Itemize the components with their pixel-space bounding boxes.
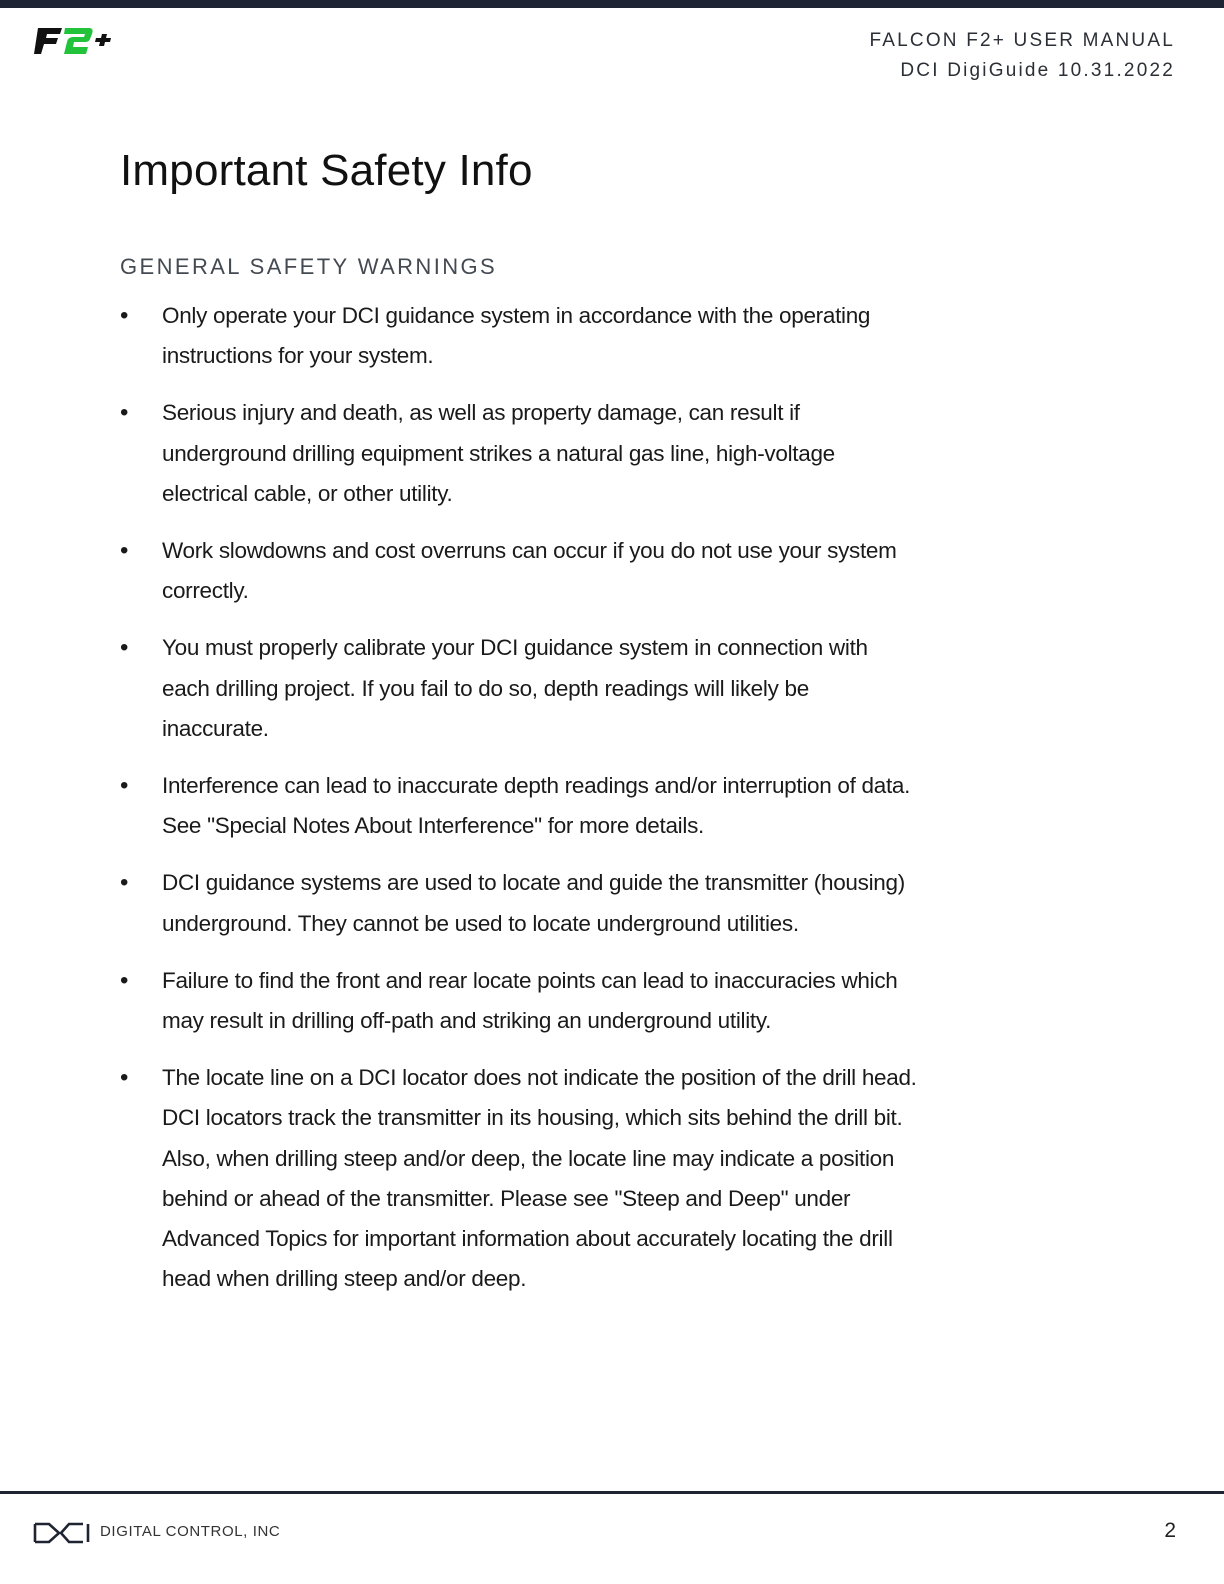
safety-warnings-list (120, 296, 920, 1316)
bullet-icon: • (120, 966, 129, 994)
warning-text: You must properly calibrate your DCI guidance system in connection with each drilling project. If you fail to do so, depth readings will likely be inaccurate. (162, 635, 868, 741)
footer-rule (0, 1491, 1224, 1494)
list-item (120, 296, 920, 376)
warning-text: Interference can lead to inaccurate depth readings and/or interruption of data. See "Special Notes About Interference" for more details. (162, 773, 911, 839)
guide-version: DCI DigiGuide 10.31.2022 (900, 60, 1175, 81)
section-heading: GENERAL SAFETY WARNINGS (120, 254, 498, 279)
bullet-icon: • (120, 537, 129, 565)
bullet-icon: • (120, 869, 129, 897)
warning-text: Serious injury and death, as well as property damage, can result if underground drilling equipment strikes a natural gas line, high-voltage electrical cable, or other utility. (162, 400, 835, 506)
warning-text: DCI guidance systems are used to locate and guide the transmitter (housing) underground. They cannot be used to locate underground utilities. (162, 870, 905, 936)
company-name: DIGITAL CONTROL, INC (100, 1523, 281, 1540)
bullet-icon: • (120, 302, 129, 329)
warning-text: Failure to find the front and rear locate points can lead to inaccuracies which may result in drilling off-path and striking an underground utility. (162, 967, 898, 1034)
manual-title: FALCON F2+ USER MANUAL (869, 30, 1175, 51)
warning-text: The locate line on a DCI locator does not indicate the position of the drill head. DCI locators track the transmitter in its housing, which sits behind the drill bit. Also, when drilling steep and/or deep, the locate line may indicate a position behind or ahead of the transmitter. Please see "Steep and Deep" under Advanced Topics for important information about accurately locating the drill head when drilling steep and/or deep. (162, 1065, 917, 1292)
bullet-icon: • (120, 399, 129, 427)
page-title: Important Safety Info (120, 146, 533, 195)
top-rule (0, 0, 1224, 8)
list-item (120, 961, 920, 1041)
list-item (120, 628, 920, 749)
list-item (120, 531, 920, 611)
warning-text: Work slowdowns and cost overruns can occur if you do not use your system correctly. (162, 538, 897, 604)
list-item (120, 863, 920, 943)
warning-text: Only operate your DCI guidance system in accordance with the operating instructions for your system. (162, 303, 871, 369)
page-number: 2 (1164, 1519, 1176, 1542)
bullet-icon: • (120, 1064, 129, 1092)
dci-logo (33, 1522, 91, 1544)
list-item (120, 766, 920, 846)
list-item (120, 1058, 920, 1299)
running-header (870, 26, 1176, 86)
list-item (120, 393, 920, 514)
f2-plus-logo (34, 22, 124, 60)
bullet-icon: • (120, 634, 129, 662)
bullet-icon: • (120, 772, 129, 800)
